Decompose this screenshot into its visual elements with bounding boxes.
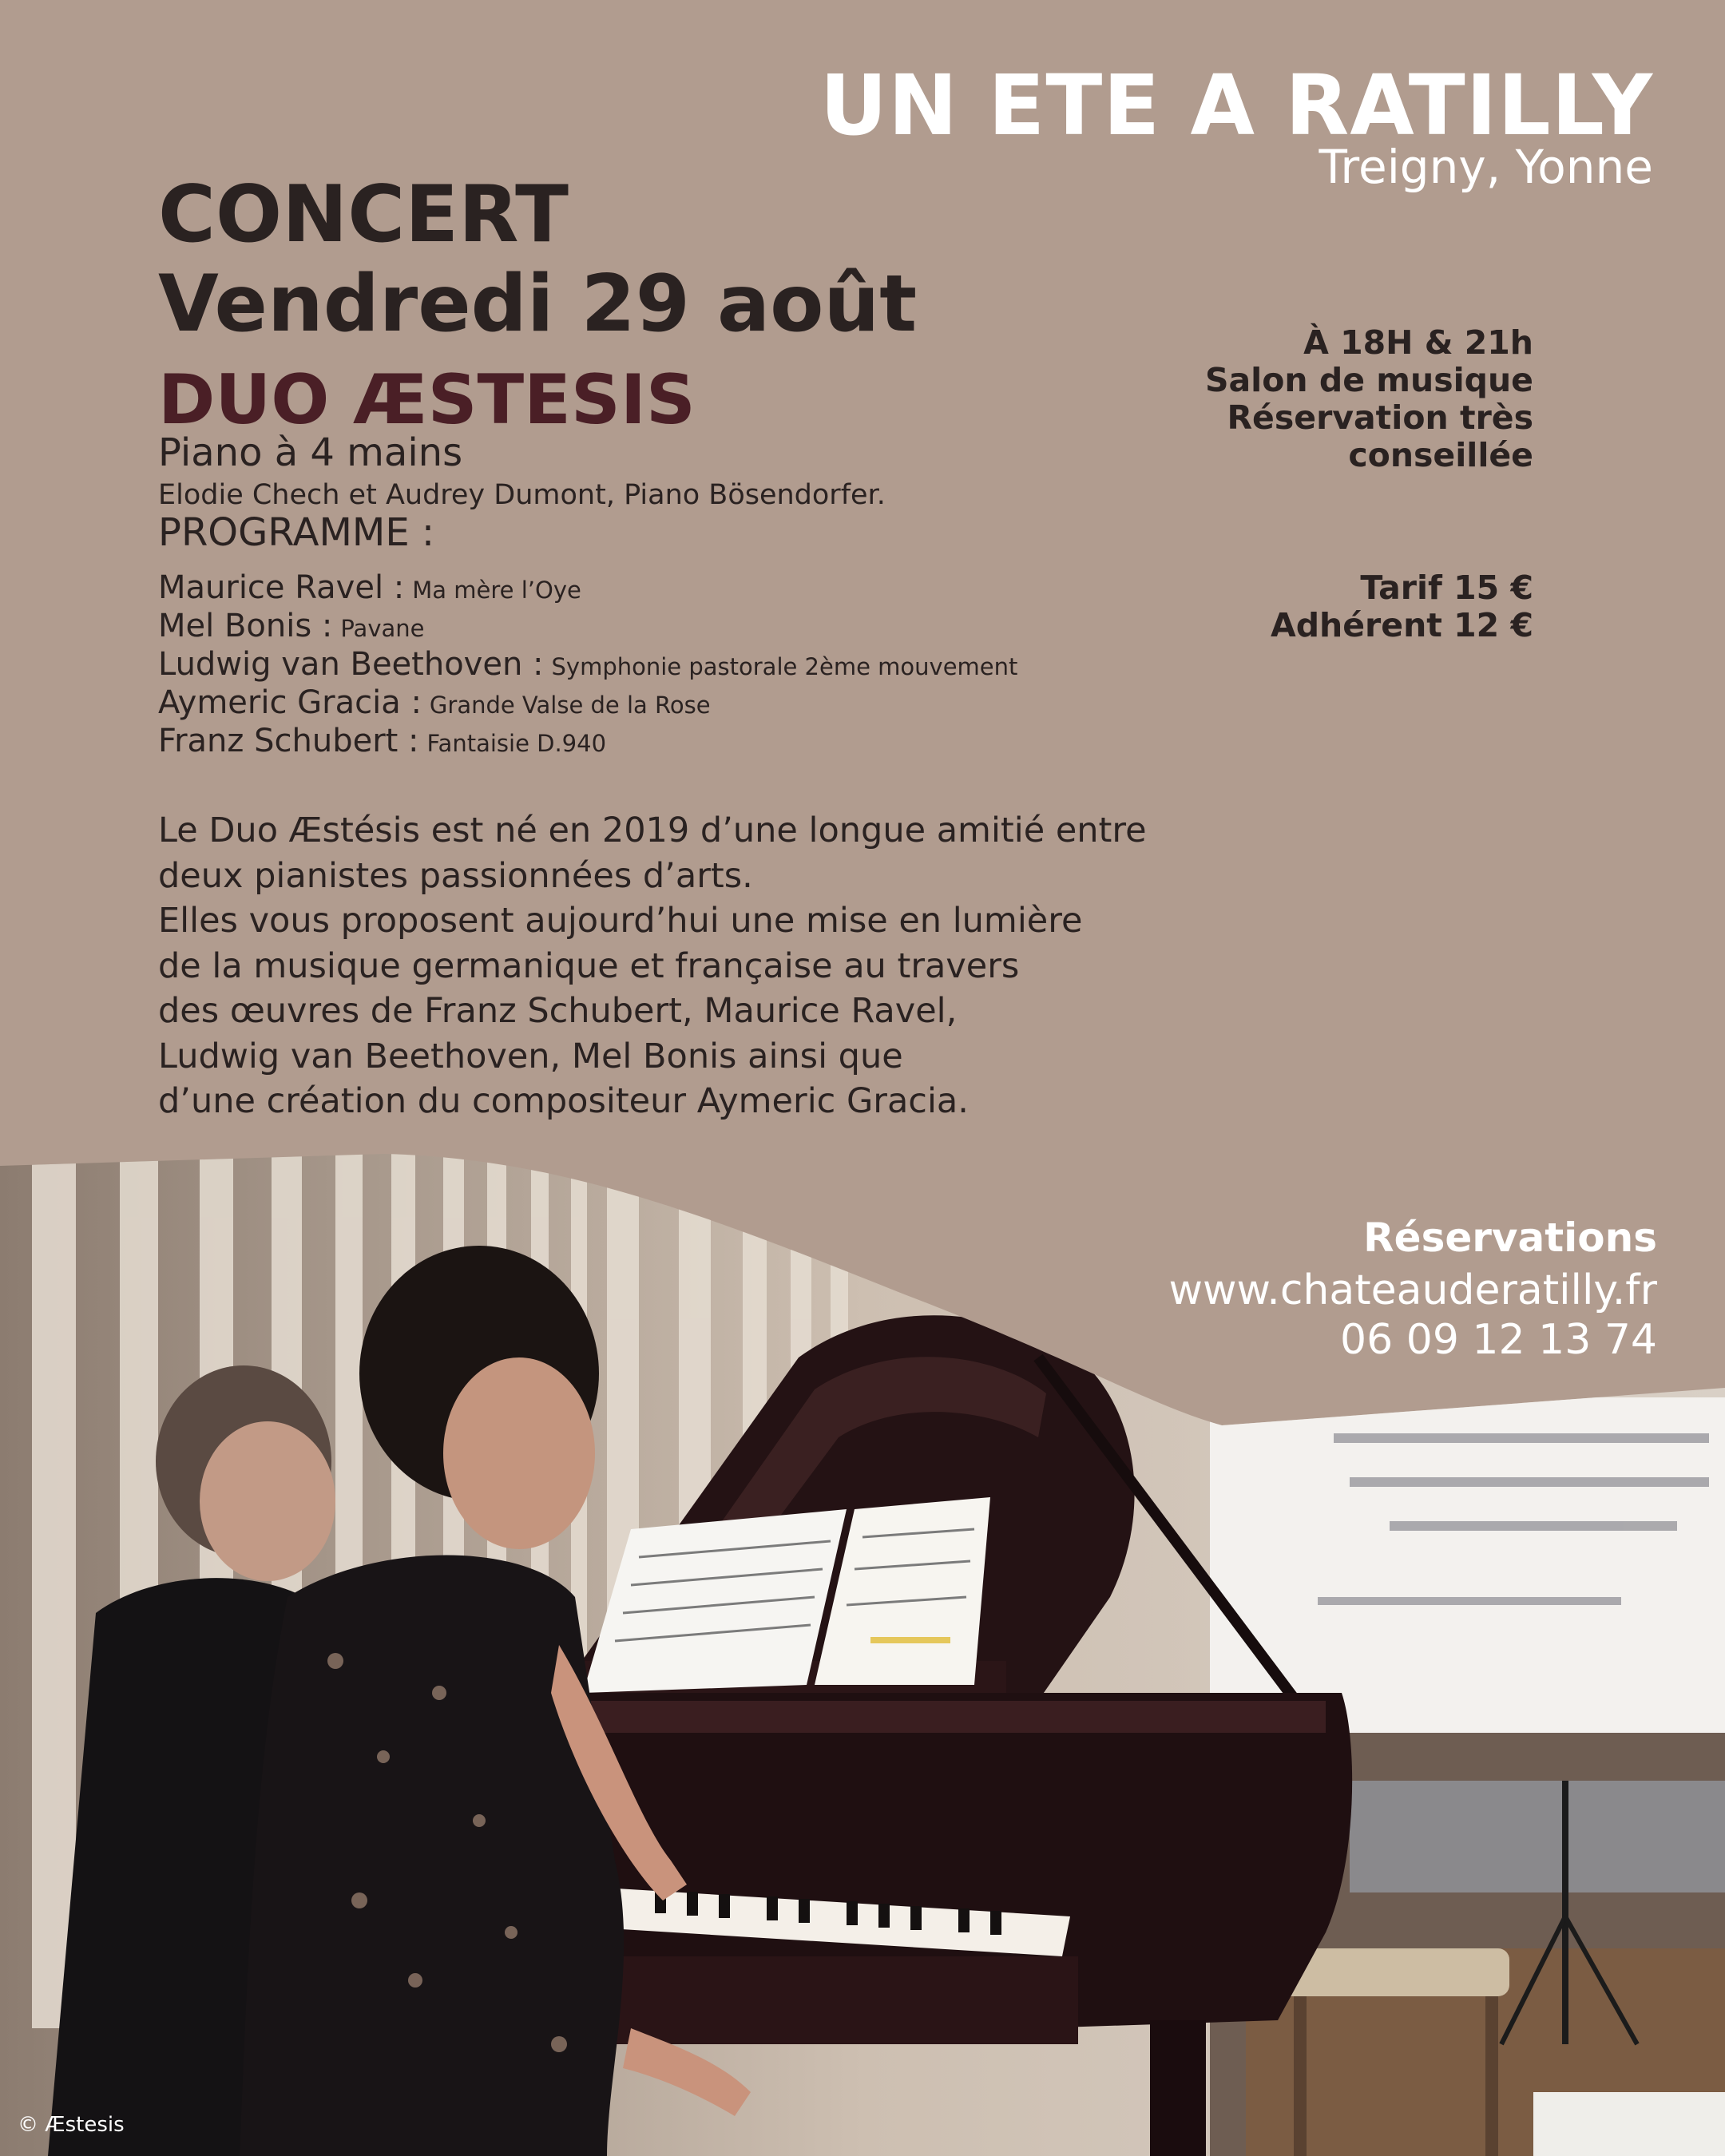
event-type: CONCERT xyxy=(158,169,569,260)
programme-item xyxy=(158,645,1017,684)
programme-item xyxy=(158,684,1017,722)
price-member: Adhérent 12 € xyxy=(1270,606,1533,644)
photo-credit: © Æstesis xyxy=(18,2113,125,2137)
description-line: Le Duo Æstésis est né en 2019 d’une longue amitié entre xyxy=(158,810,1147,850)
ensemble-name: DUO ÆSTESIS xyxy=(158,360,696,440)
reservations-title: Réservations xyxy=(1363,1215,1657,1261)
programme-item xyxy=(158,722,1017,760)
info-time: À 18H & 21h xyxy=(1303,323,1533,362)
formation: Piano à 4 mains xyxy=(158,430,463,475)
composer-name: Aymeric Gracia : xyxy=(158,684,422,721)
work-title: Pavane xyxy=(340,615,425,642)
description-line: de la musique germanique et française au travers xyxy=(158,945,1020,986)
reservations-website-link[interactable]: www.chateauderatilly.fr xyxy=(1168,1266,1657,1314)
price-standard: Tarif 15 € xyxy=(1360,569,1533,607)
prices xyxy=(1271,569,1533,644)
composer-name: Ludwig van Beethoven : xyxy=(158,646,544,683)
work-title: Ma mère l’Oye xyxy=(412,577,581,604)
description-line: des œuvres de Franz Schubert, Maurice Ravel, xyxy=(158,991,958,1031)
description-line: deux pianistes passionnées d’arts. xyxy=(158,855,753,896)
programme-item xyxy=(158,569,1017,607)
programme-title: PROGRAMME : xyxy=(158,510,435,555)
work-title: Fantaisie D.940 xyxy=(426,730,607,757)
festival-title: UN ETE A RATILLY xyxy=(819,57,1653,154)
reservations-phone[interactable]: 06 09 12 13 74 xyxy=(1340,1316,1657,1364)
composer-name: Franz Schubert : xyxy=(158,723,419,759)
composer-name: Mel Bonis : xyxy=(158,608,333,644)
work-title: Grande Valse de la Rose xyxy=(429,692,711,719)
ensemble-description xyxy=(158,808,1147,1124)
programme-item xyxy=(158,607,1017,645)
performers: Elodie Chech et Audrey Dumont, Piano Bösendorfer. xyxy=(158,479,886,511)
description-line: Elles vous proposent aujourd’hui une mise en lumière xyxy=(158,901,1083,941)
description-line: Ludwig van Beethoven, Mel Bonis ainsi que xyxy=(158,1036,903,1076)
work-title: Symphonie pastorale 2ème mouvement xyxy=(551,653,1018,680)
event-date: Vendredi 29 août xyxy=(158,259,918,350)
festival-location: Treigny, Yonne xyxy=(1319,140,1653,194)
event-info xyxy=(1205,324,1533,474)
programme-list xyxy=(158,569,1017,760)
description-line: d’une création du compositeur Aymeric Gracia. xyxy=(158,1081,969,1121)
info-venue: Salon de musique xyxy=(1204,361,1533,399)
composer-name: Maurice Ravel : xyxy=(158,569,405,606)
info-booking-note-cont: conseillée xyxy=(1348,436,1533,474)
info-booking-note: Réservation très xyxy=(1227,398,1533,437)
